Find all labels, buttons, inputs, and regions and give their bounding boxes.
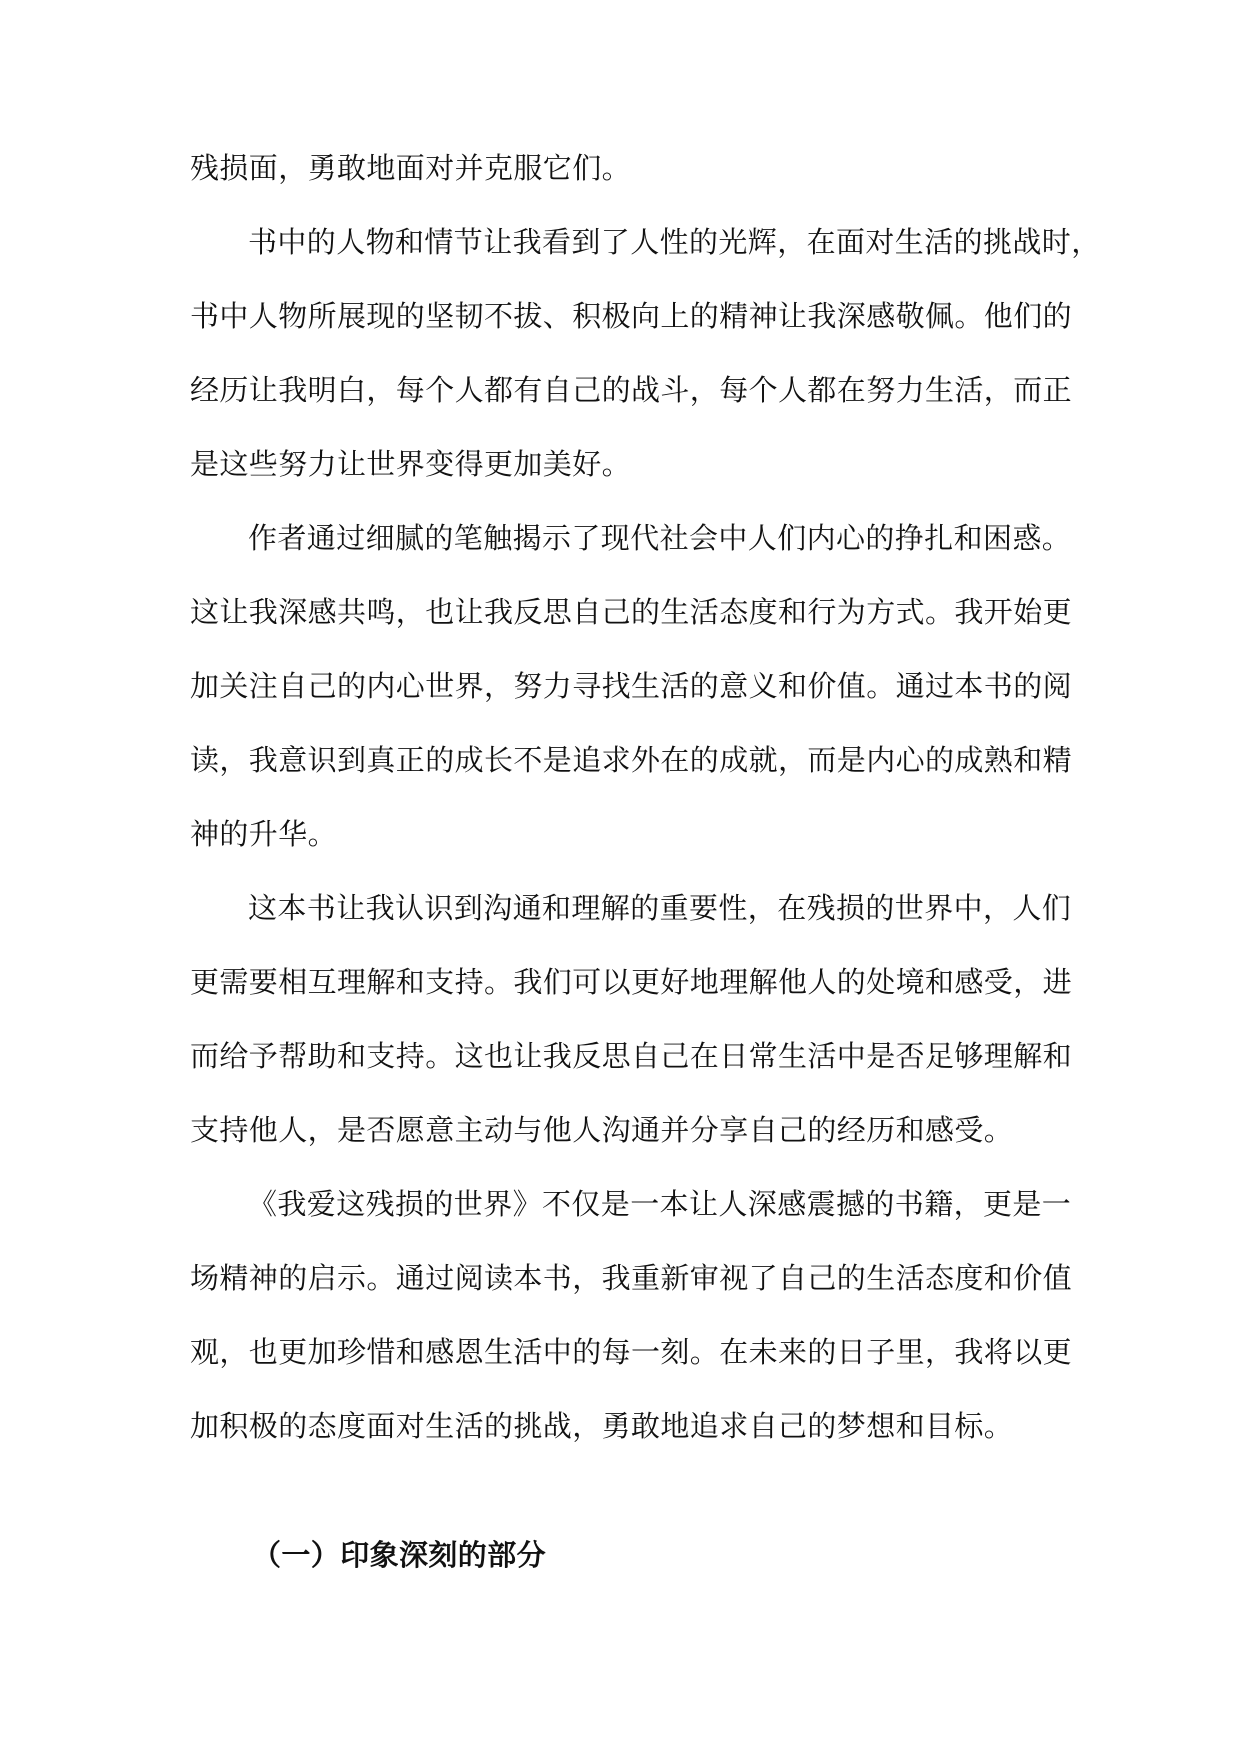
section-heading: （一）印象深刻的部分 [252,1538,547,1572]
text-line: 书中人物所展现的坚韧不拔、积极向上的精神让我深感敬佩。他们的 [190,299,1073,333]
text-line: 经历让我明白，每个人都有自己的战斗，每个人都在努力生活，而正 [190,373,1073,407]
text-line: 而给予帮助和支持。这也让我反思自己在日常生活中是否足够理解和 [190,1039,1073,1073]
paragraph-first-line: 这本书让我认识到沟通和理解的重要性，在残损的世界中，人们 [248,891,1072,925]
paragraph-first-line: 《我爱这残损的世界》不仅是一本让人深感震撼的书籍，更是一 [248,1187,1072,1221]
text-line: 残损面，勇敢地面对并克服它们。 [190,151,632,185]
text-line: 神的升华。 [190,817,338,851]
text-line: 这让我深感共鸣，也让我反思自己的生活态度和行为方式。我开始更 [190,595,1073,629]
paragraph-first-line: 作者通过细腻的笔触揭示了现代社会中人们内心的挣扎和困惑。 [248,521,1072,555]
text-line: 支持他人，是否愿意主动与他人沟通并分享自己的经历和感受。 [190,1113,1014,1147]
text-line: 场精神的启示。通过阅读本书，我重新审视了自己的生活态度和价值 [190,1261,1073,1295]
text-line: 加关注自己的内心世界，努力寻找生活的意义和价值。通过本书的阅 [190,669,1073,703]
text-line: 更需要相互理解和支持。我们可以更好地理解他人的处境和感受，进 [190,965,1073,999]
text-line: 观，也更加珍惜和感恩生活中的每一刻。在未来的日子里，我将以更 [190,1335,1073,1369]
paragraph-first-line: 书中的人物和情节让我看到了人性的光辉，在面对生活的挑战时， [248,225,1101,259]
text-line: 读，我意识到真正的成长不是追求外在的成就，而是内心的成熟和精 [190,743,1073,777]
text-line: 加积极的态度面对生活的挑战，勇敢地追求自己的梦想和目标。 [190,1409,1014,1443]
text-line: 是这些努力让世界变得更加美好。 [190,447,632,481]
